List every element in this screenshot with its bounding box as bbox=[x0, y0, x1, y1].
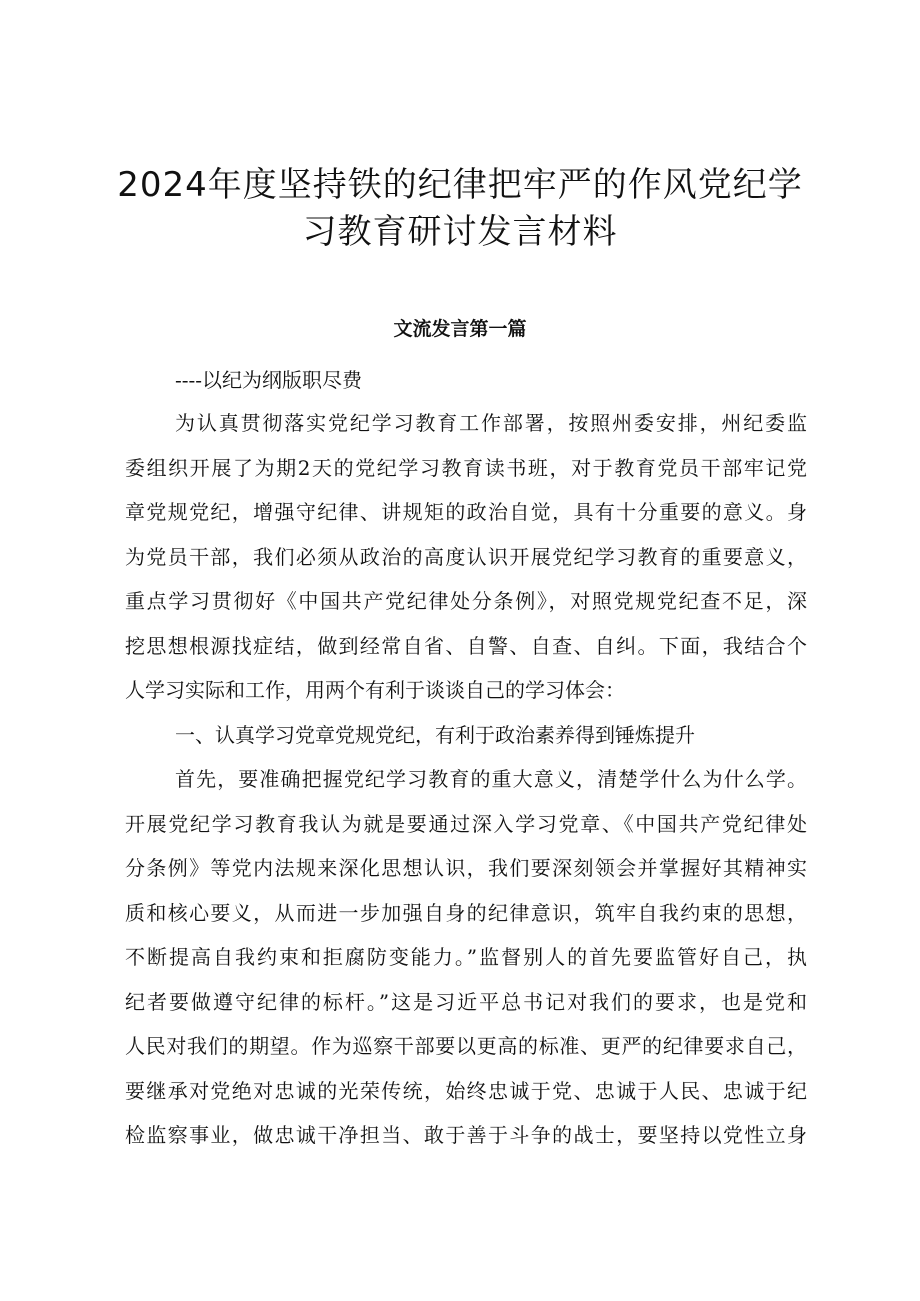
paragraph-2-line: 首先，要准确把握党纪学习教育的重大意义，清楚学什么为什么学。 bbox=[175, 767, 807, 791]
subheading: ----以纪为纲版职尽费 bbox=[175, 368, 363, 392]
paragraph-2-line: 分条例》等党内法规来深化思想认识，我们要深刻领会并掌握好其精神实 bbox=[125, 856, 807, 880]
paragraph-1-line: 人学习实际和工作，用两个有利于谈谈自己的学习体会： bbox=[125, 678, 625, 702]
paragraph-2-line: 人民对我们的期望。作为巡察干部要以更高的标准、更严的纪律要求自己， bbox=[125, 1034, 807, 1058]
paragraph-2-line: 开展党纪学习教育我认为就是要通过深入学习党章、《中国共产党纪律处 bbox=[125, 812, 807, 836]
paragraph-2-line: 检监察事业，做忠诚干净担当、敢于善于斗争的战士，要坚持以党性立身 bbox=[125, 1123, 807, 1147]
paragraph-2-line: 不断提高自我约束和拒腐防变能力。”监督别人的首先要监管好自己，执 bbox=[125, 945, 807, 969]
section-heading: 文流发言第一篇 bbox=[393, 318, 527, 340]
paragraph-2-line: 要继承对党绝对忠诚的光荣传统，始终忠诚于党、忠诚于人民、忠诚于纪 bbox=[125, 1079, 807, 1103]
paragraph-1-line: 挖思想根源找症结，做到经常自省、自警、自查、自纠。下面，我结合个 bbox=[125, 634, 807, 658]
document-title-line-2: 习教育研讨发言材料 bbox=[302, 212, 618, 252]
paragraph-1-line: 为党员干部，我们必须从政治的高度认识开展党纪学习教育的重要意义， bbox=[125, 545, 807, 569]
paragraph-1-line: 章党规党纪，增强守纪律、讲规矩的政治自觉，具有十分重要的意义。身 bbox=[125, 500, 807, 524]
paragraph-1-line: 委组织开展了为期2天的党纪学习教育读书班，对于教育党员干部牢记党 bbox=[125, 456, 807, 480]
heading-1: 一、认真学习党章党规党纪，有利于政治素养得到锤炼提升 bbox=[175, 723, 695, 747]
paragraph-2-line: 质和核心要义，从而进一步加强自身的纪律意识，筑牢自我约束的思想， bbox=[125, 901, 807, 925]
document-title-line-1: 2024年度坚持铁的纪律把牢严的作风党纪学 bbox=[117, 165, 803, 205]
paragraph-1-line: 重点学习贯彻好《中国共产党纪律处分条例》，对照党规党纪查不足，深 bbox=[125, 589, 807, 613]
paragraph-2-line: 纪者要做遵守纪律的标杆。”这是习近平总书记对我们的要求，也是党和 bbox=[125, 990, 807, 1014]
paragraph-1-line: 为认真贯彻落实党纪学习教育工作部署，按照州委安排，州纪委监 bbox=[175, 411, 807, 435]
